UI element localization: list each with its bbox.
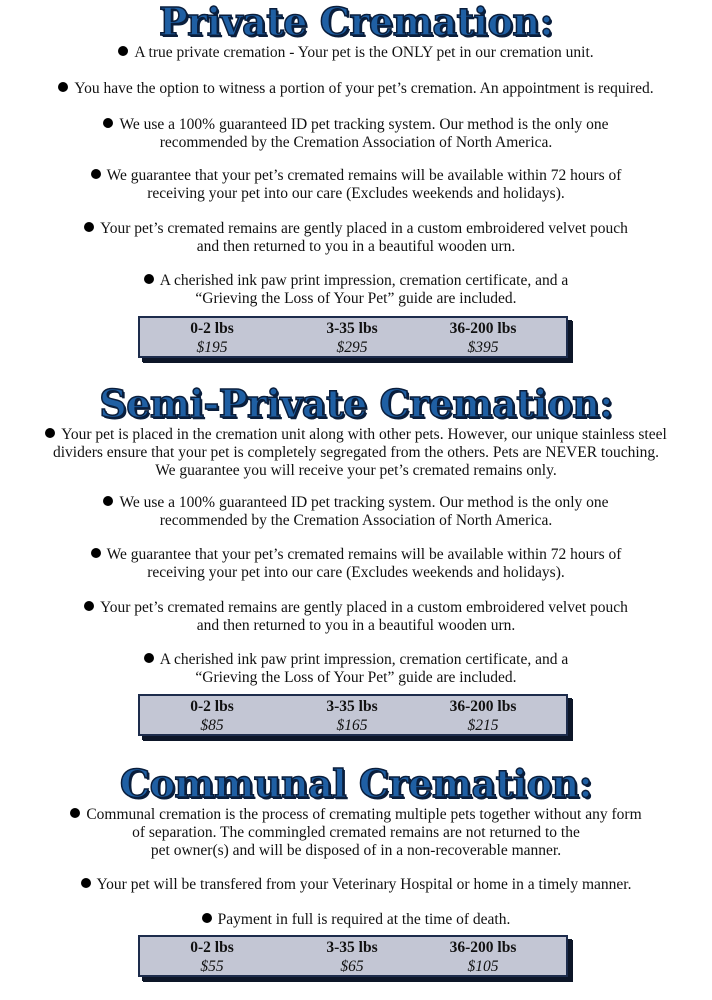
price-value: $165 <box>336 717 368 734</box>
bullet-dot-icon <box>81 878 91 888</box>
bullet-dot-icon <box>202 913 212 923</box>
price-value: $85 <box>200 717 224 734</box>
price-tier <box>423 937 543 976</box>
bullet-item: A cherished ink paw print impression, cremation certificate, and a “Grieving the Loss of Your Pet” guide are included. <box>0 651 712 687</box>
bullet-dot-icon <box>144 274 154 284</box>
bullet-item: Your pet’s cremated remains are gently placed in a custom embroidered velvet pouch and then returned to you in a beautiful wooden urn. <box>0 599 712 635</box>
price-value: $55 <box>200 958 224 975</box>
bullet-item: We use a 100% guaranteed ID pet tracking system. Our method is the only one recommended by the Cremation Association of North America. <box>0 116 712 152</box>
bullet-dot-icon <box>84 601 94 611</box>
bullet-item: A cherished ink paw print impression, cremation certificate, and a “Grieving the Loss of Your Pet” guide are included. <box>0 272 712 308</box>
price-value: $395 <box>467 339 499 356</box>
section-title-communal: Communal Cremation: <box>119 761 593 806</box>
bullet-dot-icon <box>84 222 94 232</box>
price-value: $295 <box>336 339 368 356</box>
price-tier <box>423 318 543 357</box>
bullet-item: Your pet is placed in the cremation unit along with other pets. However, our unique stainless steel dividers ensure that your pet is completely segregated from the others. Pets are NEVER touching. We guarantee you will receive your pet’s cremated remains only. <box>0 426 712 480</box>
bullet-item: Your pet will be transfered from your Veterinary Hospital or home in a timely manner. <box>0 876 712 894</box>
bullet-dot-icon <box>118 46 128 56</box>
weight-range: 3-35 lbs <box>326 939 378 956</box>
bullet-item: You have the option to witness a portion of your pet’s cremation. An appointment is required. <box>0 80 712 98</box>
weight-range: 3-35 lbs <box>326 320 378 337</box>
bullet-item: A true private cremation - Your pet is the ONLY pet in our cremation unit. <box>0 44 712 62</box>
price-tier <box>423 696 543 735</box>
bullet-dot-icon <box>91 169 101 179</box>
price-tier <box>292 696 412 735</box>
price-value: $195 <box>196 339 228 356</box>
price-tier <box>152 696 272 735</box>
bullet-dot-icon <box>45 428 55 438</box>
weight-range: 3-35 lbs <box>326 698 378 715</box>
price-value: $215 <box>467 717 499 734</box>
price-tier <box>152 318 272 357</box>
price-tier <box>292 937 412 976</box>
price-table-private <box>138 316 568 358</box>
price-value: $105 <box>467 958 499 975</box>
bullet-dot-icon <box>91 548 101 558</box>
bullet-item: We guarantee that your pet’s cremated remains will be available within 72 hours of receiving your pet into our care (Excludes weekends and holidays). <box>0 167 712 203</box>
bullet-dot-icon <box>103 118 113 128</box>
section-title-semi-private: Semi-Private Cremation: <box>99 381 613 426</box>
weight-range: 0-2 lbs <box>190 939 234 956</box>
bullet-dot-icon <box>58 82 68 92</box>
weight-range: 36-200 lbs <box>449 320 517 337</box>
bullet-dot-icon <box>70 808 80 818</box>
weight-range: 36-200 lbs <box>449 939 517 956</box>
price-value: $65 <box>340 958 364 975</box>
bullet-dot-icon <box>144 653 154 663</box>
section-title-private: Private Cremation: <box>159 0 553 44</box>
bullet-dot-icon <box>103 496 113 506</box>
bullet-item: We use a 100% guaranteed ID pet tracking system. Our method is the only one recommended by the Cremation Association of North America. <box>0 494 712 530</box>
bullet-item: Communal cremation is the process of cremating multiple pets together without any form of separation. The commingled cremated remains are not returned to the pet owner(s) and will be disposed of in a non-recoverable manner. <box>0 806 712 860</box>
bullet-item: We guarantee that your pet’s cremated remains will be available within 72 hours of receiving your pet into our care (Excludes weekends and holidays). <box>0 546 712 582</box>
bullet-item: Payment in full is required at the time of death. <box>0 911 712 929</box>
price-table-communal <box>138 935 568 977</box>
price-tier <box>292 318 412 357</box>
bullet-item: Your pet’s cremated remains are gently placed in a custom embroidered velvet pouch and then returned to you in a beautiful wooden urn. <box>0 220 712 256</box>
weight-range: 0-2 lbs <box>190 320 234 337</box>
weight-range: 36-200 lbs <box>449 698 517 715</box>
price-tier <box>152 937 272 976</box>
weight-range: 0-2 lbs <box>190 698 234 715</box>
price-table-semi-private <box>138 694 568 736</box>
